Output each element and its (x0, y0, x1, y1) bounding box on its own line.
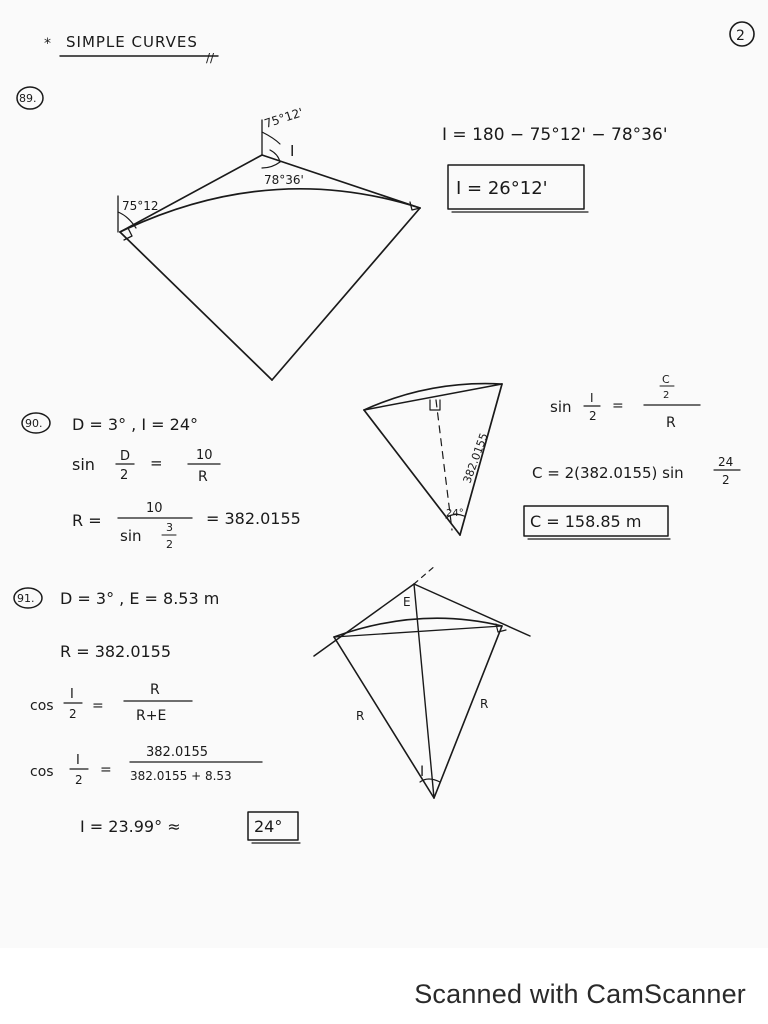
c-result: C = 158.85 m (530, 512, 642, 531)
cos-eq: = (92, 698, 104, 714)
problem-91-radius: R = 382.0155 (60, 642, 172, 661)
problem-89-result: I = 26°12' (456, 178, 548, 199)
r-den-num: 3 (166, 521, 173, 534)
sin-rhs-den: R (198, 469, 208, 485)
diagram-I: I (420, 764, 425, 780)
heading-text: SIMPLE CURVES (66, 33, 198, 51)
r-result: = 382.0155 (206, 509, 301, 528)
diagram-angle: 24° (446, 508, 464, 519)
diagram-radius: 382.0155 (460, 431, 491, 486)
cos2-rhs-den: 382.0155 + 8.53 (130, 769, 232, 783)
heading-bullet: * (44, 36, 51, 52)
result-boxed: 24° (254, 817, 283, 836)
problem-89-equation: I = 180 − 75°12' − 78°36' (442, 125, 668, 145)
angle-mid-label: I (290, 142, 295, 160)
diagram-R-right: R (480, 697, 489, 711)
sin-label: sin (72, 455, 95, 474)
r-den-den: 2 (166, 538, 173, 551)
sin-frac-num: D (120, 449, 131, 464)
cos-rhs-den: R+E (136, 708, 167, 724)
c-formula-num: 24 (718, 455, 734, 469)
problem-89-number: 89. (19, 92, 37, 105)
chord-eq: = (612, 398, 624, 414)
heading-tail: // (206, 51, 215, 65)
chord-2: 2 (589, 409, 597, 423)
chord-num-c: C (662, 373, 670, 386)
c-formula: C = 2(382.0155) sin (532, 464, 684, 482)
diagram-R-left: R (356, 709, 365, 723)
cos-2: 2 (69, 707, 77, 721)
sin-frac-den: 2 (120, 468, 129, 483)
chord-den: R (666, 415, 676, 431)
cos2-eq: = (100, 762, 112, 778)
camscanner-footer: Scanned with CamScanner (414, 979, 746, 1009)
chord-sin: sin (550, 398, 572, 416)
cos2-rhs-num: 382.0155 (146, 745, 209, 760)
c-formula-den: 2 (722, 473, 730, 487)
chord-num-2: 2 (663, 390, 670, 401)
sin-equals: = (150, 454, 163, 472)
problem-90-number: 90. (25, 417, 43, 430)
cos-rhs-num: R (150, 682, 160, 698)
cos-label: cos (30, 698, 54, 714)
cos2-2: 2 (75, 773, 83, 787)
r-num: 10 (146, 501, 163, 516)
angle-bottom-label: 78°36' (264, 173, 304, 187)
r-lhs: R = (72, 511, 102, 530)
problem-90-given: D = 3° , I = 24° (72, 415, 198, 434)
result-lhs: I = 23.99° ≈ (80, 817, 181, 836)
cos-I: I (70, 687, 74, 702)
r-den-sin: sin (120, 527, 142, 545)
problem-91-number: 91. (17, 592, 35, 605)
page-marker-text: 2 (736, 28, 745, 44)
diagram-E: E (403, 595, 411, 609)
sin-rhs-num: 10 (196, 448, 213, 463)
cos2-label: cos (30, 764, 54, 780)
angle-left-label: 75°12 (122, 199, 159, 213)
cos2-I: I (76, 753, 80, 768)
angle-top-label: 75°12' (262, 105, 305, 131)
problem-91-given: D = 3° , E = 8.53 m (60, 589, 220, 608)
chord-I: I (590, 391, 594, 405)
